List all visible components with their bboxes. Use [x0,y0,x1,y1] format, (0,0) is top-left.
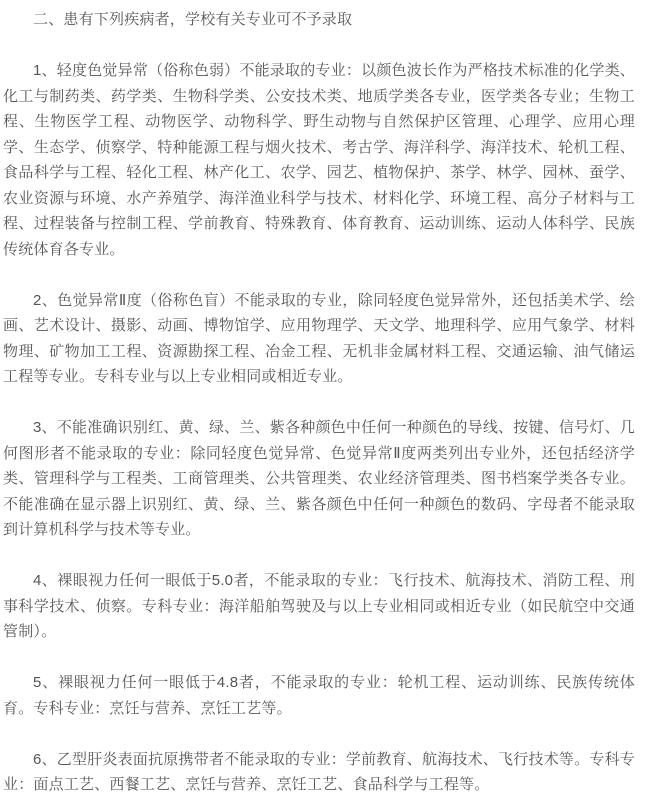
clause-1-mild-color-vision-deficiency: 1、轻度色觉异常（俗称色弱）不能录取的专业：以颜色波长作为严格技术标准的化学类、化工与制药类、药学类、生物科学类、公安技术类、地质学类各专业，医学类各专业；生物工程、生物医学工程、动物医学、动物科学、野生动物与自然保护区管理、心理学、应用心理学、生态学、侦察学、特种能源工程与烟火技术、考古学、海洋科学、海洋技术、轮机工程、食品科学与工程、轻化工程、林产化工、农学、园艺、植物保护、茶学、林学、园林、蚕学、农业资源与环境、水产养殖学、海洋渔业科学与技术、材料化学、环境工程、高分子材料与工程、过程装备与控制工程、学前教育、特殊教育、体育教育、运动训练、运动人体科学、民族传统体育各专业。 [3,62,635,258]
clause-5-vision-below-4.8: 5、裸眼视力任何一眼低于4.8者，不能录取的专业：轮机工程、运动训练、民族传统体育。专科专业：烹饪与营养、烹饪工艺等。 [3,674,635,717]
clause-4-vision-below-5.0: 4、裸眼视力任何一眼低于5.0者，不能录取的专业：飞行技术、航海技术、消防工程、刑事科学技术、侦察。专科专业：海洋船舶驾驶及与以上专业相同或相近专业（如民航空中交通管制）。 [3,572,635,640]
clause-3-color-recognition: 3、不能准确识别红、黄、绿、兰、紫各种颜色中任何一种颜色的导线、按键、信号灯、几何图形者不能录取的专业：除同轻度色觉异常、色觉异常Ⅱ度两类列出专业外，还包括经济学类、管理科学与工程类、工商管理类、公共管理类、农业经济管理类、图书档案学类各专业。不能准确在显示器上识别红、黄、绿、兰、紫各颜色中任何一种颜色的数码、字母者不能录取到计算机科学与技术等专业。 [3,419,635,538]
clause-2-color-blindness: 2、色觉异常Ⅱ度（俗称色盲）不能录取的专业，除同轻度色觉异常外，还包括美术学、绘画、艺术设计、摄影、动画、博物馆学、应用物理学、天文学、地理科学、应用气象学、材料物理、矿物加工工程、资源勘探工程、冶金工程、无机非金属材料工程、交通运输、油气储运工程等专业。专科专业与以上专业相同或相近专业。 [3,291,635,385]
clause-6-hepatitis-b-carrier: 6、乙型肝炎表面抗原携带者不能录取的专业：学前教育、航海技术、飞行技术等。专科专业：面点工艺、西餐工艺、烹饪与营养、烹饪工艺、食品科学与工程等。 [3,750,635,793]
section-heading: 二、患有下列疾病者，学校有关专业可不予录取 [33,11,353,28]
